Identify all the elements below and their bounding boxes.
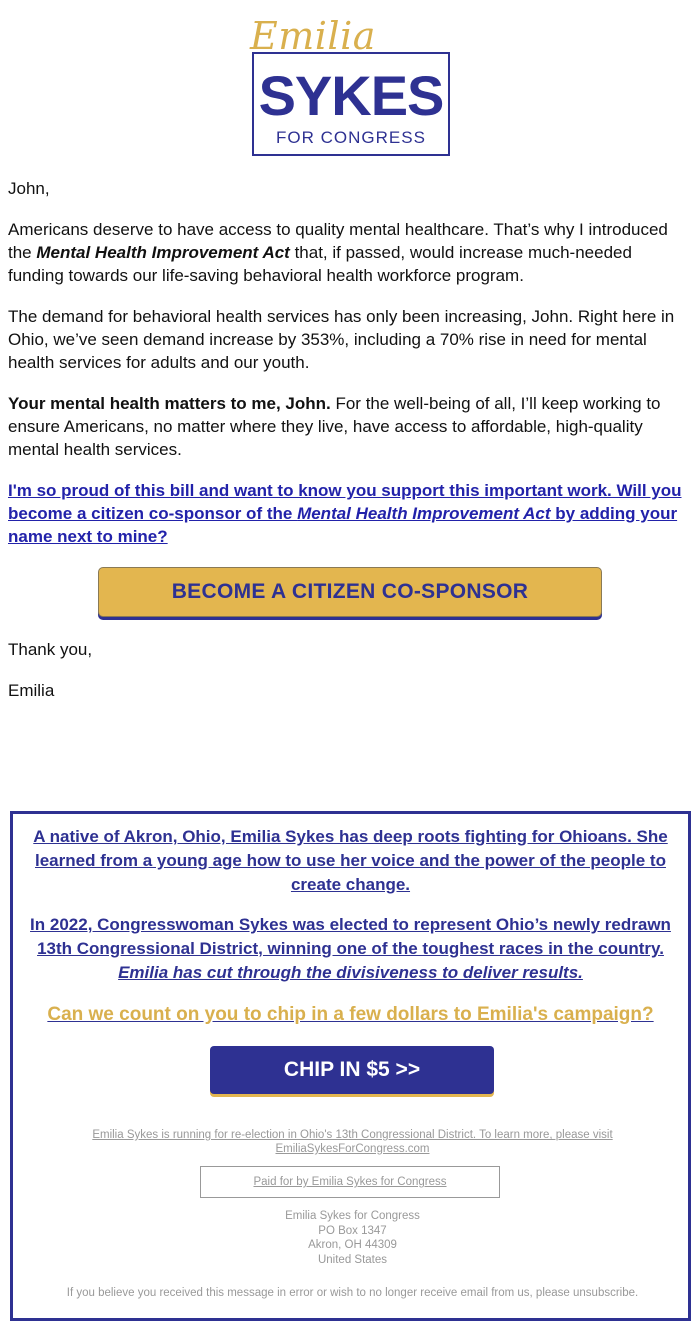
cosponsor-link[interactable]: I'm so proud of this bill and want to know you support this important work. Will you become a citizen co-sponsor of the Mental Health Improvement Act by adding your name next to mine? bbox=[8, 481, 682, 546]
campaign-logo bbox=[248, 14, 458, 150]
donation-ask-link[interactable]: Can we count on you to chip in a few dollars to Emilia's campaign? bbox=[47, 1004, 654, 1025]
signature: Emilia bbox=[8, 681, 55, 700]
logo-subtitle: FOR CONGRESS bbox=[276, 128, 426, 147]
paid-for-disclaimer[interactable]: Paid for by Emilia Sykes for Congress bbox=[200, 1166, 500, 1198]
bill-name: Mental Health Improvement Act bbox=[36, 243, 290, 262]
greeting: John, bbox=[8, 179, 50, 198]
unsubscribe-notice[interactable]: If you believe you received this message in error or wish to no longer receive email from us, please unsubscribe. bbox=[66, 1287, 639, 1299]
closing-thanks: Thank you, bbox=[8, 640, 93, 659]
chip-in-button[interactable]: CHIP IN $5 >> bbox=[210, 1046, 494, 1094]
disclaimer-link[interactable]: Emilia Sykes is running for re-election in Ohio's 13th Congressional District. To learn more, please visit EmiliaSykesForCongress.com bbox=[92, 1129, 613, 1155]
paragraph-commitment: Your mental health matters to me, John. For the well-being of all, I’ll keep working to ensure Americans, no matter where they live, have access to affordable, high-quality mental health services. bbox=[8, 394, 661, 459]
logo-last-name: SYKES bbox=[258, 64, 444, 127]
mailing-address: Emilia Sykes for Congress PO Box 1347 Akron, OH 44309 United States bbox=[285, 1210, 420, 1266]
footer-box bbox=[10, 811, 691, 1321]
logo-frame bbox=[252, 52, 450, 156]
record-link[interactable]: In 2022, Congresswoman Sykes was elected to represent Ohio’s newly redrawn 13th Congressional District, winning one of the toughest races in the country. Emilia has cut through the divisiveness to deliver results. bbox=[30, 915, 671, 982]
paragraph-demand: The demand for behavioral health services has only been increasing, John. Right here in Ohio, we’ve seen demand increase by 353%, including a 70% rise in need for mental health services for adults and our youth. bbox=[8, 307, 675, 372]
paragraph-intro: Americans deserve to have access to quality mental healthcare. That’s why I introduced the Mental Health Improvement Act that, if passed, would increase much-needed funding towards our life-saving behavioral health workforce program. bbox=[8, 220, 668, 285]
become-cosponsor-button[interactable]: BECOME A CITIZEN CO-SPONSOR bbox=[98, 567, 602, 617]
bio-link[interactable]: A native of Akron, Ohio, Emilia Sykes has deep roots fighting for Ohioans. She learned from a young age how to use her voice and the power of the people to create change. bbox=[33, 827, 668, 894]
logo-first-name: Emilia bbox=[250, 14, 376, 58]
